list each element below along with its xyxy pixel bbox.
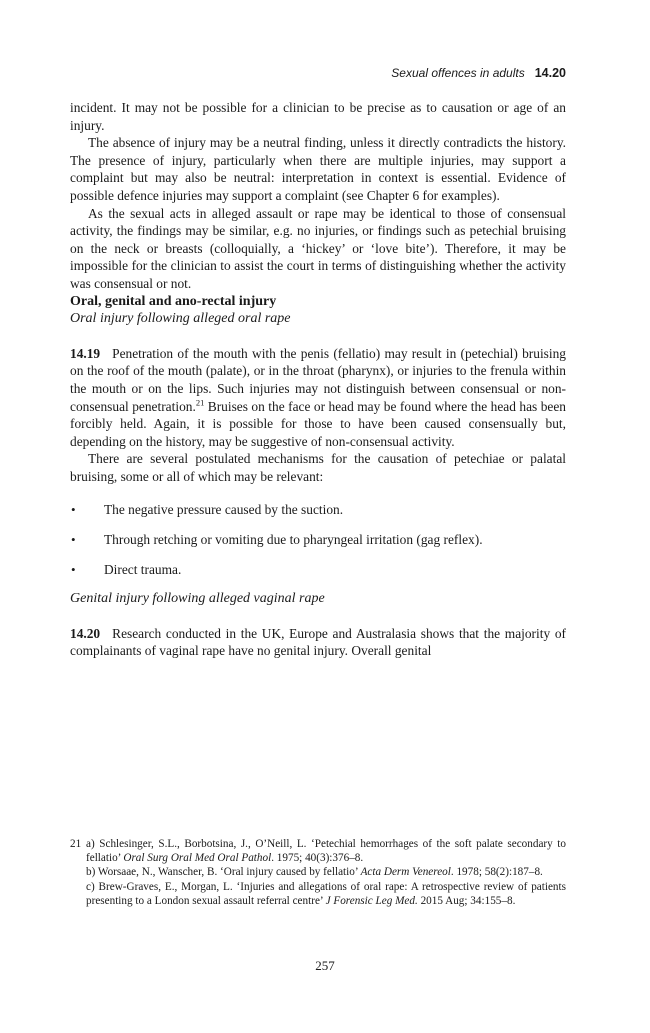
body-text <box>70 99 566 660</box>
bullet-icon: • <box>71 532 76 548</box>
paragraph-14-19 <box>70 345 566 451</box>
list-item: • The negative pressure caused by the suction. <box>71 502 344 518</box>
paragraph-14-19-text-b: Bruises on the face or head may be found where the head has been forcibly held. Again, it is possible for those to have been caused consensually but, depending on the history, may be suggestive of non-consensual activity. <box>70 398 566 449</box>
page-number: 257 <box>315 958 335 973</box>
mechanism-list <box>70 501 566 578</box>
intro-paragraph-3: As the sexual acts in alleged assault or rape may be identical to those of consensual activity, the findings may be similar, e.g. no injuries, or findings such as petechial bruising on the neck or breasts (colloquially, a ‘hickey’ or ‘love bite’). Therefore, it may be impossible for the clinician to assist the court in terms of distinguishing whether the activity was consensual or not. <box>70 205 566 291</box>
footnote-ref-c: c) Brew-Graves, E., Morgan, L. ‘Injuries and allegations of oral rape: A retrospective review of patients presenting to a London sexual assault referral centre’ J Forensic Leg Med. 2015 Aug; 34:155–8. <box>86 880 566 907</box>
paragraph-14-19-text-a: Penetration of the mouth with the penis (fellatio) may result in (petechial) bruising on the roof of the mouth (palate), or in the throat (pharynx), or injuries to the frenula within the mouth or on the lips. Such injuries may not distinguish between consensual or non-consensual penetration. <box>70 345 566 414</box>
subheading-oral-injury: Oral injury following alleged oral rape <box>70 311 291 327</box>
list-item: • Through retching or vomiting due to pharyngeal irritation (gag reflex). <box>71 532 483 548</box>
paragraph-14-20-text: Research conducted in the UK, Europe and Australasia shows that the majority of complainants of vaginal rape have no genital injury. Overall genital <box>70 625 566 659</box>
paragraph-number: 14.19 <box>70 345 101 361</box>
bullet-icon: • <box>71 561 76 577</box>
running-header <box>70 66 566 80</box>
paragraph-14-19-continued: There are several postulated mechanisms for the causation of petechiae or palatal bruising, some or all of which may be relevant: <box>70 451 566 484</box>
intro-paragraph-2: The absence of injury may be a neutral finding, unless it directly contradicts the history. The presence of injury, particularly when there are multiple injuries, may support a complaint but may also be neutral: interpretation in context is essential. Evidence of possible defence injuries may support a complaint (see Chapter 6 for examples). <box>70 135 566 203</box>
bullet-icon: • <box>71 502 76 518</box>
intro-paragraph-1: incident. It may not be possible for a clinician to be precise as to causation or age of an injury. <box>70 100 566 133</box>
running-title: Sexual offences in adults <box>391 66 525 80</box>
footnote-21 <box>70 837 566 908</box>
footnote-reference[interactable]: 21 <box>195 397 205 408</box>
section-heading: Oral, genital and ano-rectal injury <box>70 293 277 309</box>
list-item: • Direct trauma. <box>71 561 182 577</box>
footnote-number: 21 <box>70 838 82 850</box>
header-section-number: 14.20 <box>534 66 566 80</box>
paragraph-14-20 <box>70 625 566 660</box>
footnote-ref-b: b) Worsaae, N., Wanscher, B. ‘Oral injury caused by fellatio’ Acta Derm Venereol. 1978; 58(2):187–8. <box>86 866 543 879</box>
footnotes <box>70 837 566 908</box>
paragraph-number: 14.20 <box>70 625 101 641</box>
subheading-genital-injury: Genital injury following alleged vaginal rape <box>70 591 325 607</box>
footnote-ref-a: a) Schlesinger, S.L., Borbotsina, J., O’Neill, L. ‘Petechial hemorrhages of the soft palate secondary to fellatio’ Oral Surg Oral Med Oral Pathol. 1975; 40(3):376–8. <box>86 838 566 865</box>
